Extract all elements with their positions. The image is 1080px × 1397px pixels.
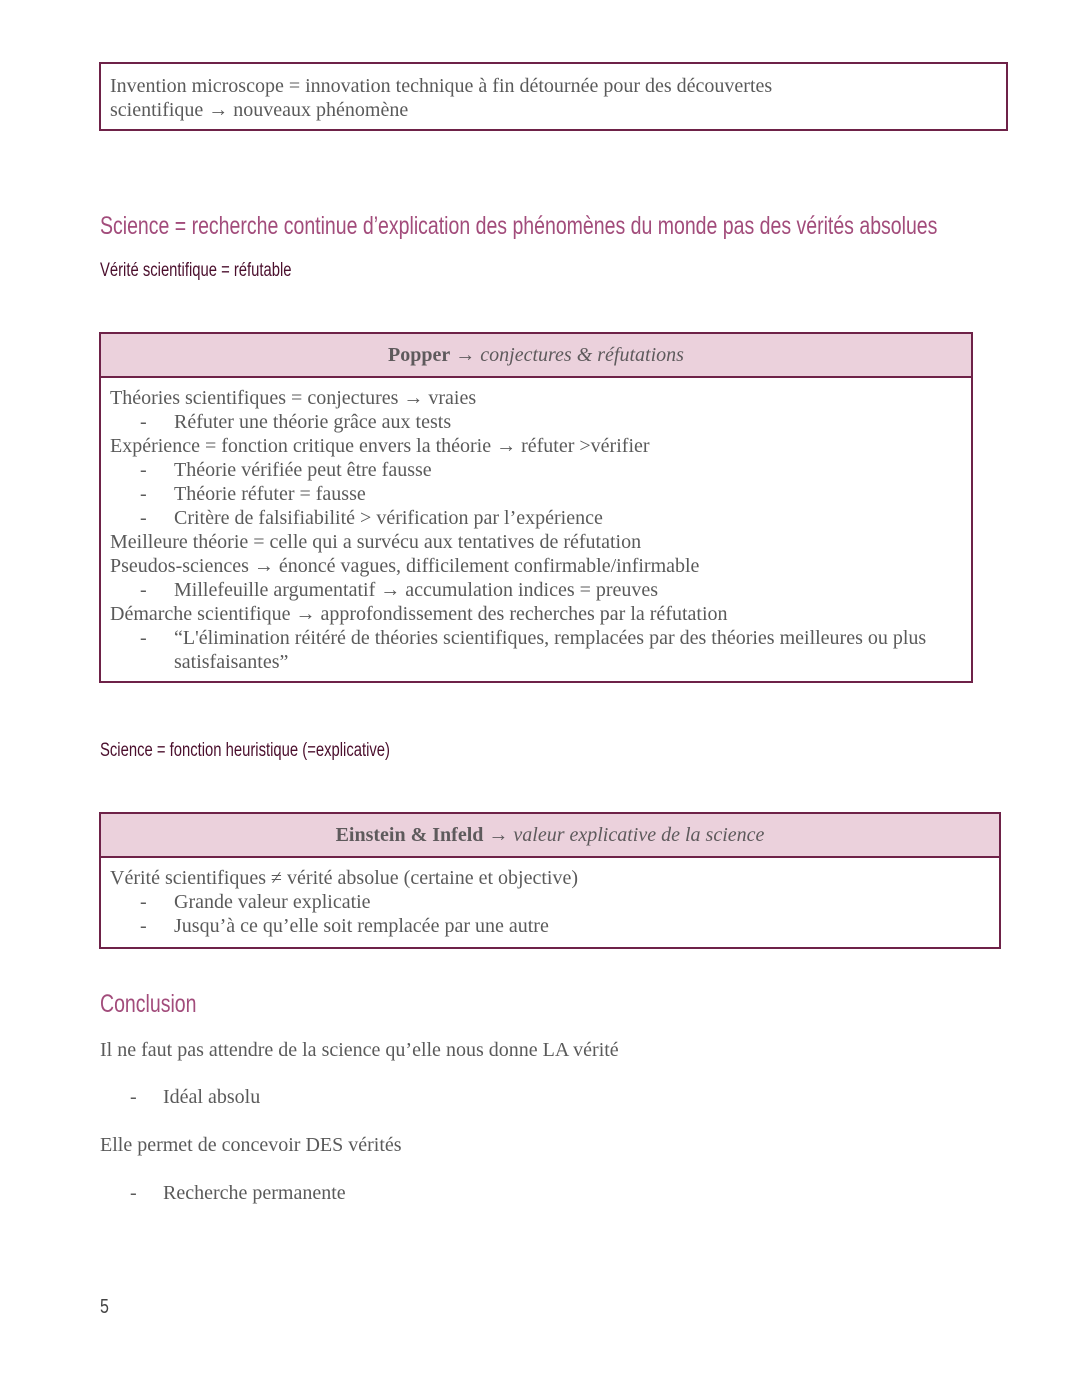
list-item [110, 482, 962, 506]
box-line: Invention microscope = innovation technique à fin détournée pour des découvertes [110, 75, 773, 97]
bullet-dash: - [130, 1182, 137, 1204]
box-line: scientifique → nouveaux phénomène [110, 99, 409, 121]
bullet-dash: - [140, 891, 147, 913]
subheading-refutable: Vérité scientifique = réfutable [100, 260, 292, 281]
list-item-text: Réfuter une théorie grâce aux tests [174, 411, 452, 433]
list-item [110, 458, 962, 482]
bullet-dash: - [140, 483, 147, 505]
section-heading: Science = recherche continue d’explication des phénomènes du monde pas des vérités absolues [100, 212, 938, 240]
list-item-text: Théorie réfuter = fausse [174, 483, 366, 505]
popper-list [101, 378, 971, 682]
einstein-list [101, 858, 999, 946]
list-item [110, 578, 962, 602]
einstein-subtitle: → valeur explicative de la science [488, 824, 765, 846]
popper-title: Popper [388, 344, 451, 366]
list-item [110, 626, 962, 674]
bullet-dash: - [140, 579, 147, 601]
bullet-dash: - [130, 1086, 137, 1108]
einstein-box-header [101, 814, 999, 858]
popper-box [99, 332, 973, 683]
list-item: Expérience = fonction critique envers la théorie → réfuter >vérifier [110, 435, 650, 457]
list-item [110, 890, 990, 914]
conclusion-bullet-2: Recherche permanente [163, 1182, 346, 1204]
bullet-dash: - [140, 507, 147, 529]
conclusion-paragraph-2: Elle permet de concevoir DES vérités [100, 1134, 402, 1156]
bullet-dash: - [140, 411, 147, 433]
popper-subtitle: → conjectures & réfutations [455, 344, 684, 366]
list-item-text: Grande valeur explicatie [174, 891, 371, 913]
list-item-text: Théorie vérifiée peut être fausse [174, 459, 432, 481]
list-item [110, 914, 990, 938]
bullet-dash: - [140, 459, 147, 481]
conclusion-heading: Conclusion [100, 990, 197, 1018]
list-item-text: Critère de falsifiabilité > vérification par l’expérience [174, 507, 603, 529]
popper-box-header [101, 334, 971, 378]
list-item: Démarche scientifique → approfondissement des recherches par la réfutation [110, 603, 728, 625]
einstein-title: Einstein & Infeld [335, 824, 484, 846]
conclusion-paragraph-1: Il ne faut pas attendre de la science qu’elle nous donne LA vérité [100, 1039, 619, 1061]
list-item-text: “L'élimination réitéré de théories scientifiques, remplacées par des théories meilleures ou plus satisfaisantes” [174, 627, 927, 673]
bullet-dash: - [140, 627, 147, 649]
list-item: Meilleure théorie = celle qui a survécu aux tentatives de réfutation [110, 531, 642, 553]
list-item [110, 506, 962, 530]
subheading-heuristique: Science = fonction heuristique (=explicative) [100, 740, 390, 761]
list-item-text: Jusqu’à ce qu’elle soit remplacée par une autre [174, 915, 549, 937]
microscope-box [99, 62, 1008, 131]
conclusion-bullet-1: Idéal absolu [163, 1086, 261, 1108]
bullet-dash: - [140, 915, 147, 937]
einstein-box [99, 812, 1001, 949]
list-item: Pseudos-sciences → énoncé vagues, difficilement confirmable/infirmable [110, 555, 700, 577]
list-item: Théories scientifiques = conjectures → vraies [110, 387, 477, 409]
list-item-text: Millefeuille argumentatif → accumulation indices = preuves [174, 579, 659, 601]
list-item: Vérité scientifiques ≠ vérité absolue (certaine et objective) [110, 867, 578, 889]
list-item [110, 410, 962, 434]
page-number: 5 [100, 1296, 109, 1318]
